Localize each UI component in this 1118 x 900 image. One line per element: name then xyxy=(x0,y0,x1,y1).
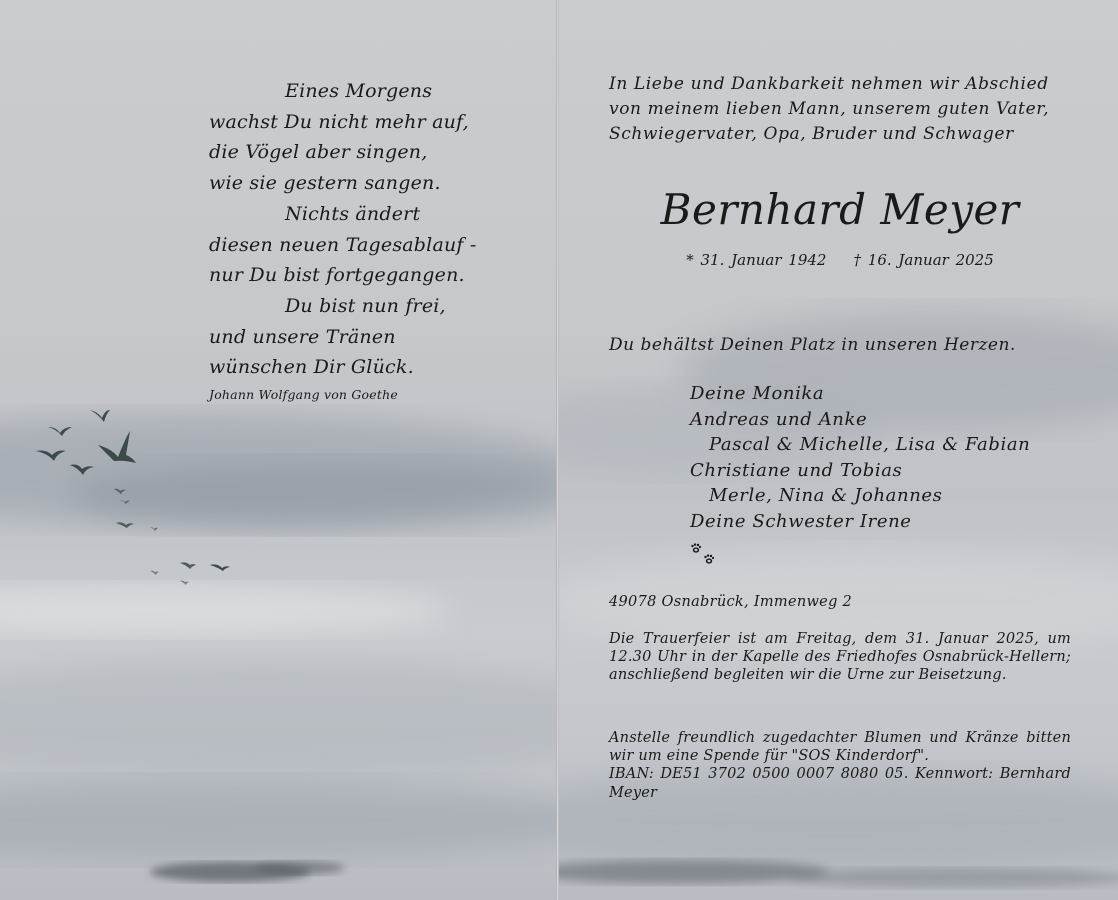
bird-icon xyxy=(210,564,230,571)
family-member: Merle, Nina & Johannes xyxy=(709,485,943,507)
bird-icon xyxy=(116,522,134,528)
intro-text xyxy=(609,72,1071,147)
poem-line: Eines Morgens xyxy=(285,80,433,102)
bird-icon xyxy=(48,427,72,436)
family-list xyxy=(690,381,1090,535)
intro-line: von meinem lieben Mann, unserem guten Vater, xyxy=(609,99,1050,119)
bird-icon xyxy=(114,489,126,494)
poem-line: diesen neuen Tagesablauf - xyxy=(209,233,477,256)
deceased-name: Bernhard Meyer xyxy=(660,185,1020,234)
bird-icon xyxy=(150,527,158,531)
bird-icon xyxy=(120,500,130,504)
birds-illustration xyxy=(30,405,245,590)
bird-icon xyxy=(150,571,159,575)
address: 49078 Osnabrück, Immenweg 2 xyxy=(609,594,853,610)
life-dates: * 31. Januar 1942 † 16. Januar 2025 xyxy=(686,251,994,269)
poem-line: wachst Du nicht mehr auf, xyxy=(209,110,469,133)
poem-line: Nichts ändert xyxy=(285,202,421,225)
family-member: Deine Schwester Irene xyxy=(690,510,912,532)
donation-iban: IBAN: DE51 3702 0500 0007 8080 05. Kennwort: Bernhard Meyer xyxy=(609,766,1071,801)
donation-text: Anstelle freundlich zugedachter Blumen und Kränze bitten wir um eine Spende für "SOS Kinderdorf". xyxy=(609,730,1071,765)
funeral-info: Die Trauerfeier ist am Freitag, dem 31. Januar 2025, um 12.30 Uhr in der Kapelle des Friedhofes Osnabrück-Hellern; anschließend begleiten wir die Urne zur Beisetzung. xyxy=(609,631,1071,684)
bird-icon xyxy=(98,431,136,463)
poem-line: nur Du bist fortgegangen. xyxy=(209,264,465,287)
family-member: Pascal & Michelle, Lisa & Fabian xyxy=(709,434,1031,456)
poem-line: wünschen Dir Glück. xyxy=(209,356,414,379)
family-member: Christiane und Tobias xyxy=(690,459,903,481)
poem-line: und unsere Tränen xyxy=(209,325,396,348)
intro-line: Schwiegervater, Opa, Bruder und Schwager xyxy=(609,124,1014,144)
bird-icon xyxy=(180,581,189,585)
paw-prints-icon xyxy=(690,543,718,571)
family-member: Deine Monika xyxy=(690,383,825,404)
poem-line: wie sie gestern sangen. xyxy=(209,172,441,195)
poem-line: die Vögel aber singen, xyxy=(209,141,428,164)
bird-icon xyxy=(70,465,94,476)
motto: Du behältst Deinen Platz in unseren Herzen. xyxy=(609,335,1016,355)
bird-icon xyxy=(90,410,110,422)
donation-info xyxy=(609,729,1071,802)
poem xyxy=(209,76,529,405)
bird-icon xyxy=(36,451,66,462)
bird-icon xyxy=(180,562,196,569)
poem-line: Du bist nun frei, xyxy=(285,294,446,317)
family-member: Andreas und Anke xyxy=(690,408,868,430)
poem-author: Johann Wolfgang von Goethe xyxy=(209,387,398,403)
intro-line: In Liebe und Dankbarkeit nehmen wir Abschied xyxy=(609,74,1049,94)
